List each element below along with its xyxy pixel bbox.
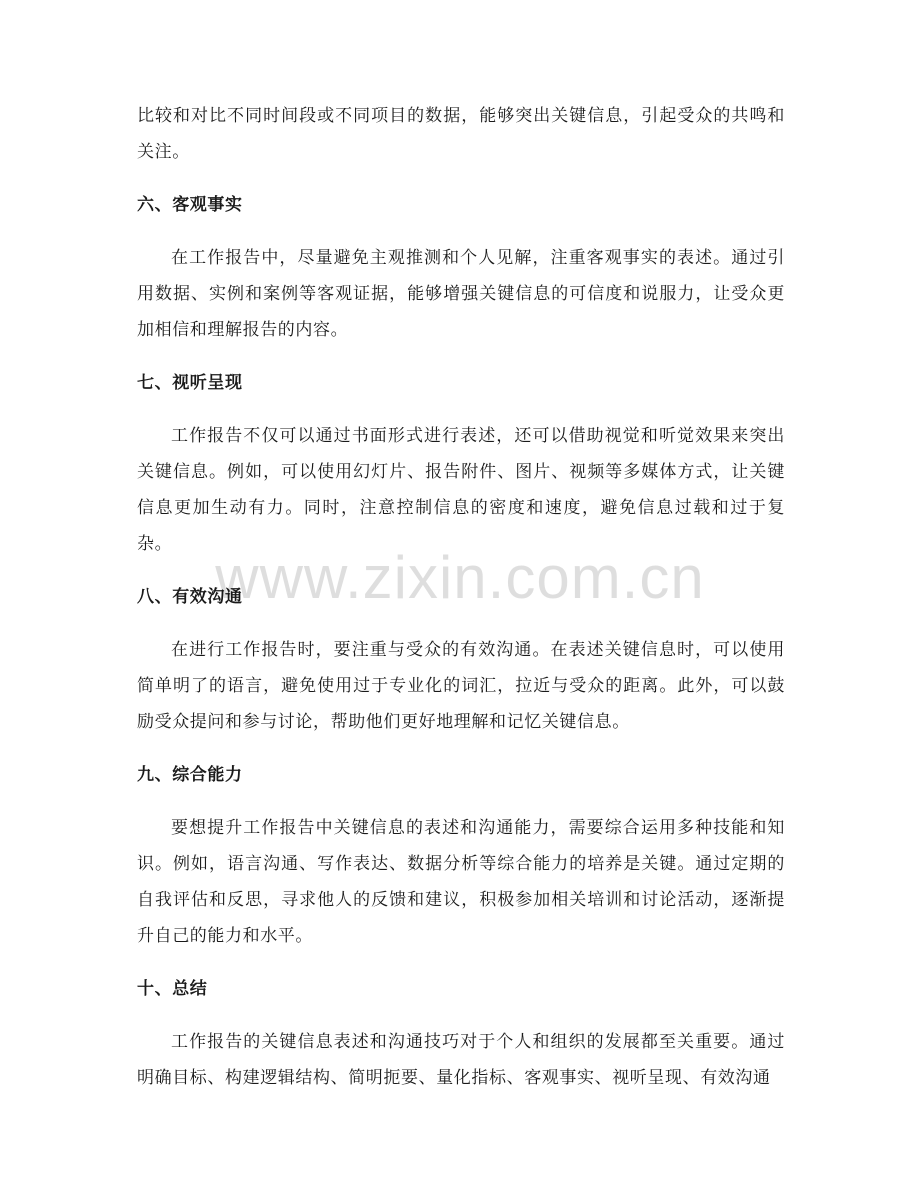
section-heading-10: 十、总结: [137, 979, 208, 999]
watermark: www.zixin.com.cn: [215, 544, 705, 611]
section-heading-8: 八、有效沟通: [137, 587, 243, 607]
section-heading-7: 七、视听呈现: [137, 373, 243, 393]
paragraph: 在工作报告中，尽量避免主观推测和个人见解，注重客观事实的表述。通过引用数据、实例和案例等客观证据，能够增强关键信息的可信度和说服力，让受众更加相信和理解报告的内容。: [137, 248, 785, 340]
paragraph: 比较和对比不同时间段或不同项目的数据，能够突出关键信息，引起受众的共鸣和关注。: [137, 106, 785, 162]
paragraph: 工作报告不仅可以通过书面形式进行表述，还可以借助视觉和听觉效果来突出关键信息。例如，可以使用幻灯片、报告附件、图片、视频等多媒体方式，让关键信息更加生动有力。同时，注意控制信息的密度和速度，避免信息过载和过于复杂。: [137, 426, 785, 554]
document-body: [137, 98, 785, 1113]
paragraph: 在进行工作报告时，要注重与受众的有效沟通。在表述关键信息时，可以使用简单明了的语言，避免使用过于专业化的词汇，拉近与受众的距离。此外，可以鼓励受众提问和参与讨论，帮助他们更好地理解和记忆关键信息。: [137, 640, 785, 732]
paragraph: 要想提升工作报告中关键信息的表述和沟通能力，需要综合运用多种技能和知识。例如，语言沟通、写作表达、数据分析等综合能力的培养是关键。通过定期的自我评估和反思，寻求他人的反馈和建议，积极参加相关培训和讨论活动，逐渐提升自己的能力和水平。: [137, 818, 785, 946]
paragraph: 工作报告的关键信息表述和沟通技巧对于个人和组织的发展都至关重要。通过明确目标、构建逻辑结构、简明扼要、量化指标、客观事实、视听呈现、有效沟通: [137, 1032, 785, 1088]
section-heading-9: 九、综合能力: [137, 765, 243, 785]
section-heading-6: 六、客观事实: [137, 195, 243, 215]
